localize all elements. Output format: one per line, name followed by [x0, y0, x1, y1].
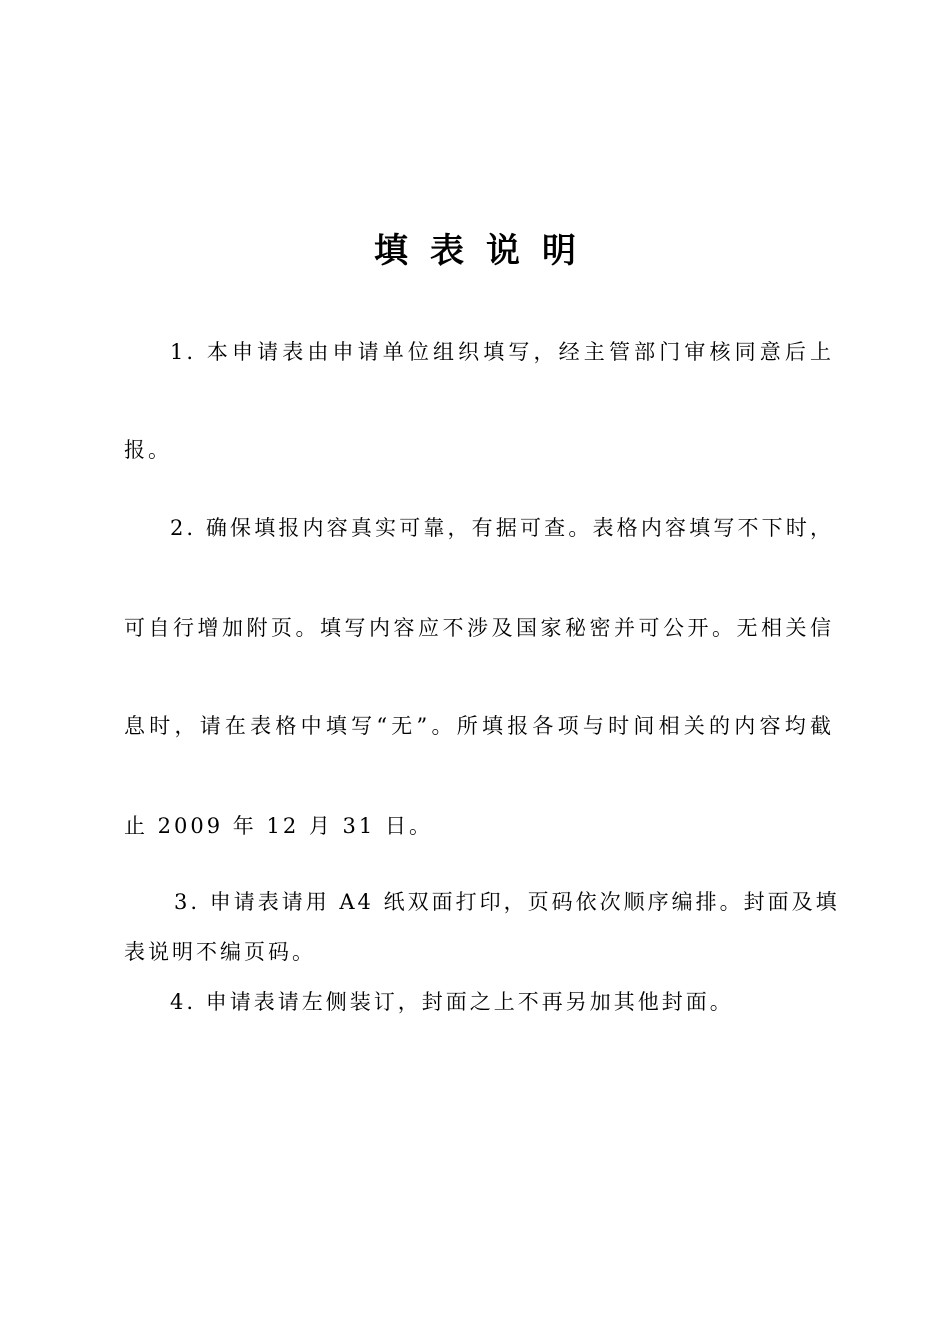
item-1-line-1: 1. 本申请表由申请单位组织填写，经主管部门审核同意后上 [170, 340, 834, 364]
item-2-line-3: 息时，请在表格中填写“无”。所填报各项与时间相关的内容均截 [124, 714, 834, 738]
item-1-line-2: 报。 [124, 438, 172, 462]
item-2-line-4: 止 2009 年 12 月 31 日。 [124, 814, 433, 838]
item-4-line-1: 4. 申请表请左侧装订，封面之上不再另加其他封面。 [170, 990, 734, 1014]
item-3-line-1: 3. 申请表请用 A4 纸双面打印，页码依次顺序编排。封面及填 [174, 890, 840, 914]
page-title: 填表说明 [374, 231, 598, 271]
item-3-line-2: 表说明不编页码。 [124, 940, 316, 964]
item-2-line-1: 2. 确保填报内容真实可靠，有据可查。表格内容填写不下时， [170, 516, 834, 540]
item-2-line-2: 可自行增加附页。填写内容应不涉及国家秘密并可公开。无相关信 [124, 616, 834, 640]
